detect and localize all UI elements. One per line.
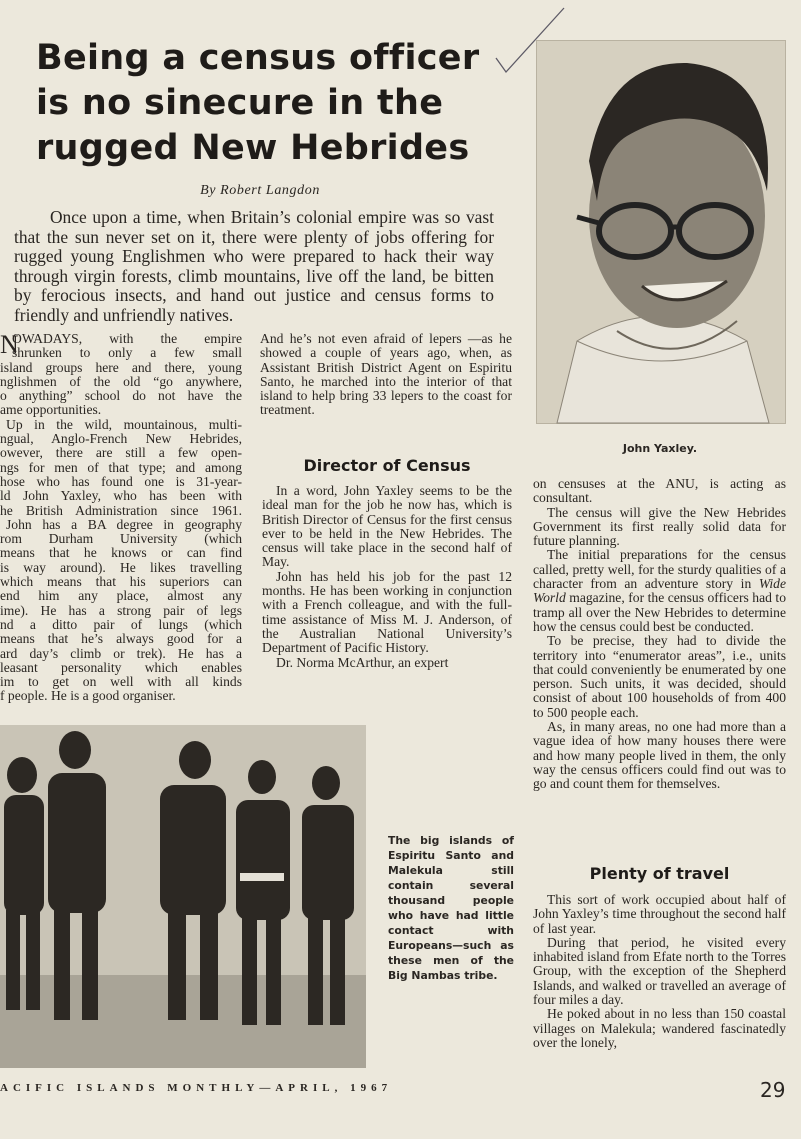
portrait-caption: John Yaxley. [622,442,698,455]
intro-text: Once upon a time, when Britain’s colonial empire was so vast that the sun never set on it, there were plenty of jobs offering for rugged young Englishmen who were prepared to hack their way through virgin forests, climb mountains, live off the land, be bitten by ferocious insects, and hand out justice and census forms to friendly and unfriendly natives. [14,207,494,325]
paragraph: The initial preparations for the census called, pretty well, for the sturdy qualities of a character from an adventure story in Wide World magazine, for the census officers had to tramp all over the New Hebrides to determine how the census could best be conducted. [533,547,786,634]
text-line: island groups here and there, young [0,359,242,375]
paragraph: In a word, John Yaxley seems to be the ideal man for the job he now has, which is British Director of Census for the first census ever to be held in the New Hebrides. The census will take place in the second half of May. [262,483,512,570]
paragraph: Dr. Norma McArthur, an expert [276,654,449,670]
text-line: shrunken to only a few small [12,345,242,361]
magazine-title: Wide World [533,576,786,606]
byline: By Robert Langdon [200,183,320,198]
running-footer: ACIFIC ISLANDS MONTHLY—APRIL, 1967 [0,1082,393,1094]
column-2-bottom [262,484,512,670]
portrait-photo [536,40,786,424]
text-line: f people. He is a good organiser. [0,688,176,704]
paragraph: During that period, he visited every inhabited island from Efate north to the Torres Group, with the exception of the Shepherd Islands, and walked or travelled an average of four miles a day. [533,934,786,1008]
page-number: 29 [760,1078,786,1102]
text-line: ame opportunities. [0,402,102,418]
headline [36,36,506,171]
text-line: means that he’s always good for a [0,631,242,647]
text-line: means that he knows or can find [0,545,242,561]
paragraph: John has held his job for the past 12 months. He has been working in conjunction with a French colleague, and with the full-time assistance of Miss M. J. Anderson, of the Australian National University’s Department of Pacific History. [262,568,512,656]
text-line: nd a ditto pair of lungs (which [0,616,242,632]
intro-paragraph [14,208,494,326]
text-line: ld John Yaxley, who has been with [0,488,242,504]
paragraph: The census will give the New Hebrides Government its first really solid data for future planning. [533,504,786,549]
headline-line-2: is no sinecure in the [36,83,444,123]
text-line: ngs for men of that type; and among [0,459,242,475]
text-line: nglishmen of the old “go anywhere, [0,373,242,389]
text-line: ard day’s climb or trek). He has a [0,645,242,661]
text-line: end him any place, almost any [0,588,242,604]
column-3-bottom [533,893,786,1050]
text-line: hose who has found one is 31-year- [0,473,242,489]
text-line: ngual, Anglo-French New Hebrides, [0,431,242,447]
paragraph: This sort of work occupied about half of John Yaxley’s time throughout the second half of last year. [533,892,786,936]
paragraph: And he’s not even afraid of lepers —as he showed a couple of years ago, when, as Assistant British District Agent on Espiritu Santo, he marched into the interior of that island to help bring 33 lepers to the coast for treatment. [260,331,512,418]
text-line: John has a BA degree in geography [6,516,242,532]
subheading-plenty-of-travel: Plenty of travel [589,864,730,883]
text-line: rom Durham University (which [0,531,242,547]
text-line: Up in the wild, mountainous, multi- [6,416,242,432]
text-line: N OWADAYS, with the empire [0,330,242,359]
column-3-top [533,477,786,792]
headline-line-3: rugged New Hebrides [36,128,470,168]
text-line: leasant personality which enables [0,659,242,675]
paragraph: He poked about in no less than 150 coastal villages on Malekula; wandered fascinatedly over the lonely, [533,1006,786,1050]
headline-line-1: Being a census officer [36,38,480,78]
text-line: is way around). He likes travelling [0,559,242,575]
group-photo-caption: The big islands of Espiritu Santo and Malekula still contain several thousand people who have had little contact with Europeans—such as these men of the Big Nambas tribe. [388,834,514,982]
column-1 [0,332,242,704]
text-line: ime). He has a strong pair of legs [0,602,242,618]
column-2-top [260,332,512,418]
drop-cap: N [0,330,19,359]
group-photo-big-nambas [0,725,366,1068]
text-line: im to get on well with all kinds [0,674,242,690]
paragraph: To be precise, they had to divide the territory into “enumerator areas”, i.e., units that could conveniently be enumerated by one person. Such units, it was decided, should consist of about 100 households of from 400 to 500 people each. [533,633,786,720]
text-line: he British Administration since 1961. [0,502,242,518]
text-line: owever, there are still a few open- [0,445,242,461]
text-line: o anything” school do not have the [0,388,242,404]
subheading-director-of-census: Director of Census [303,456,471,475]
paragraph: on censuses at the ANU, is acting as consultant. [533,476,786,506]
paragraph: As, in many areas, no one had more than a vague idea of how many houses there were and how many people lived in them, the only way the census officers could find out was to go and count them for themselves. [533,719,786,792]
text-line: which means that his superiors can [0,574,242,590]
